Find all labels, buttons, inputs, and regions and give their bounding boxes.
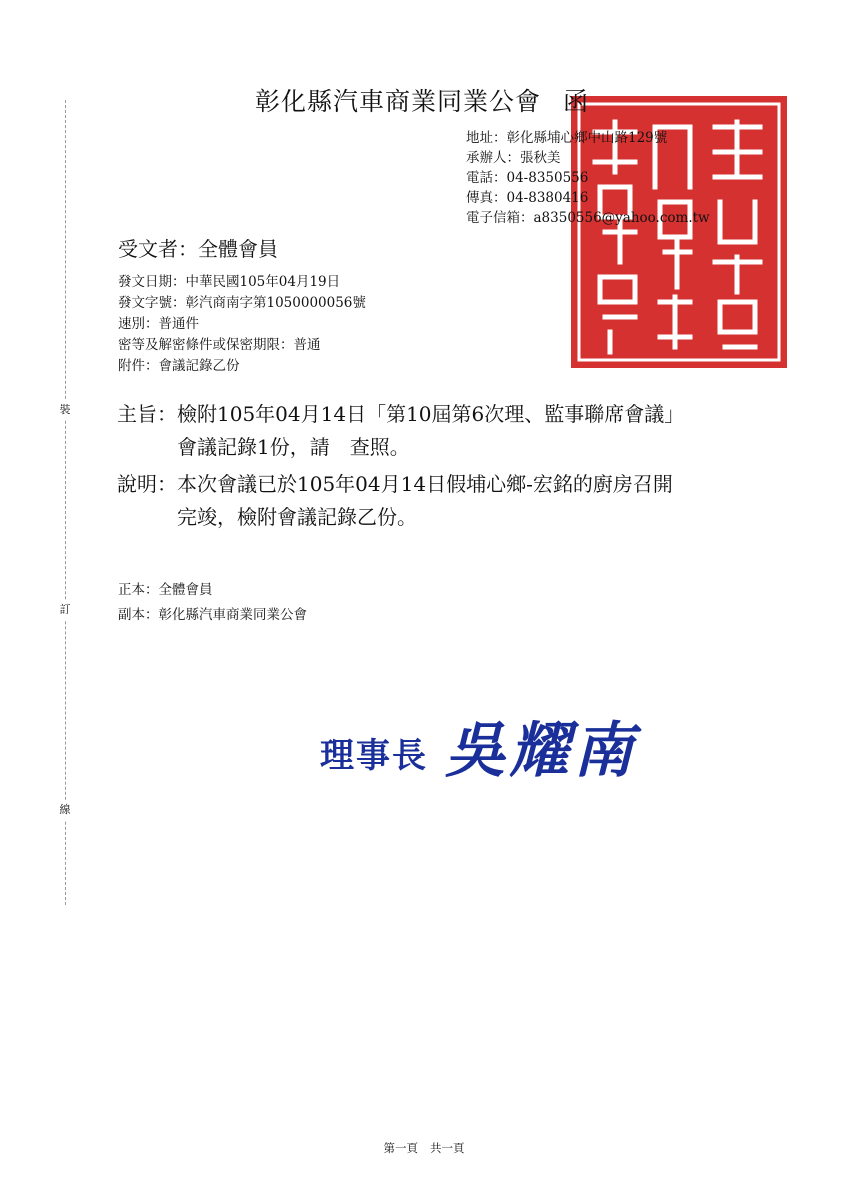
binding-mark-zhuang: 裝 — [58, 400, 72, 420]
explanation-line-1: 說明：本次會議已於105年04月14日假埔心鄉-宏銘的廚房召開 — [117, 472, 673, 496]
original-recipients: 正本：全體會員 — [118, 582, 213, 598]
copy-recipients: 副本：彰化縣汽車商業同業公會 — [118, 607, 307, 623]
organization-name: 彰化縣汽車商業同業公會 — [255, 87, 542, 116]
contact-block — [466, 128, 710, 228]
attachment-line: 附件：會議記錄乙份 — [118, 358, 240, 374]
phone-line: 電話：04-8350556 — [466, 170, 589, 186]
binding-mark-ding: 訂 — [58, 600, 72, 620]
letter-body — [117, 398, 684, 534]
subject-line-2: 會議記錄1份，請 查照。 — [177, 435, 410, 459]
letterhead-title — [255, 82, 589, 118]
binding-line — [65, 100, 66, 905]
secrecy-level: 密等及解密條件或保密期限：普通 — [118, 337, 321, 353]
distribution-list — [118, 578, 307, 628]
document-type: 函 — [563, 87, 590, 116]
page-footer — [0, 1140, 848, 1156]
document-number: 發文字號：彰汽商南字第1050000056號 — [118, 295, 366, 311]
document-meta — [118, 272, 366, 377]
binding-mark-xian: 線 — [58, 800, 72, 820]
issue-date: 發文日期：中華民國105年04月19日 — [118, 274, 341, 290]
page-number: 第一頁 — [383, 1141, 418, 1155]
explanation-line-2: 完竣，檢附會議記錄乙份。 — [177, 505, 417, 529]
email-line: 電子信箱：a8350556@yahoo.com.tw — [466, 210, 710, 226]
chairman-title: 理事長 — [320, 736, 428, 776]
delivery-speed: 速別：普通件 — [118, 316, 199, 332]
page-total: 共一頁 — [430, 1141, 465, 1155]
subject-line-1: 主旨：檢附105年04月14日「第10屆第6次理、監事聯席會議」 — [117, 402, 685, 426]
fax-line: 傳真：04-8380416 — [466, 190, 589, 206]
chairman-name-stamp: 吳耀南 — [445, 716, 637, 786]
handler-line: 承辦人：張秋美 — [466, 150, 561, 166]
address-line: 地址：彰化縣埔心鄉中山路129號 — [466, 130, 668, 146]
recipient-line: 受文者：全體會員 — [118, 237, 278, 261]
